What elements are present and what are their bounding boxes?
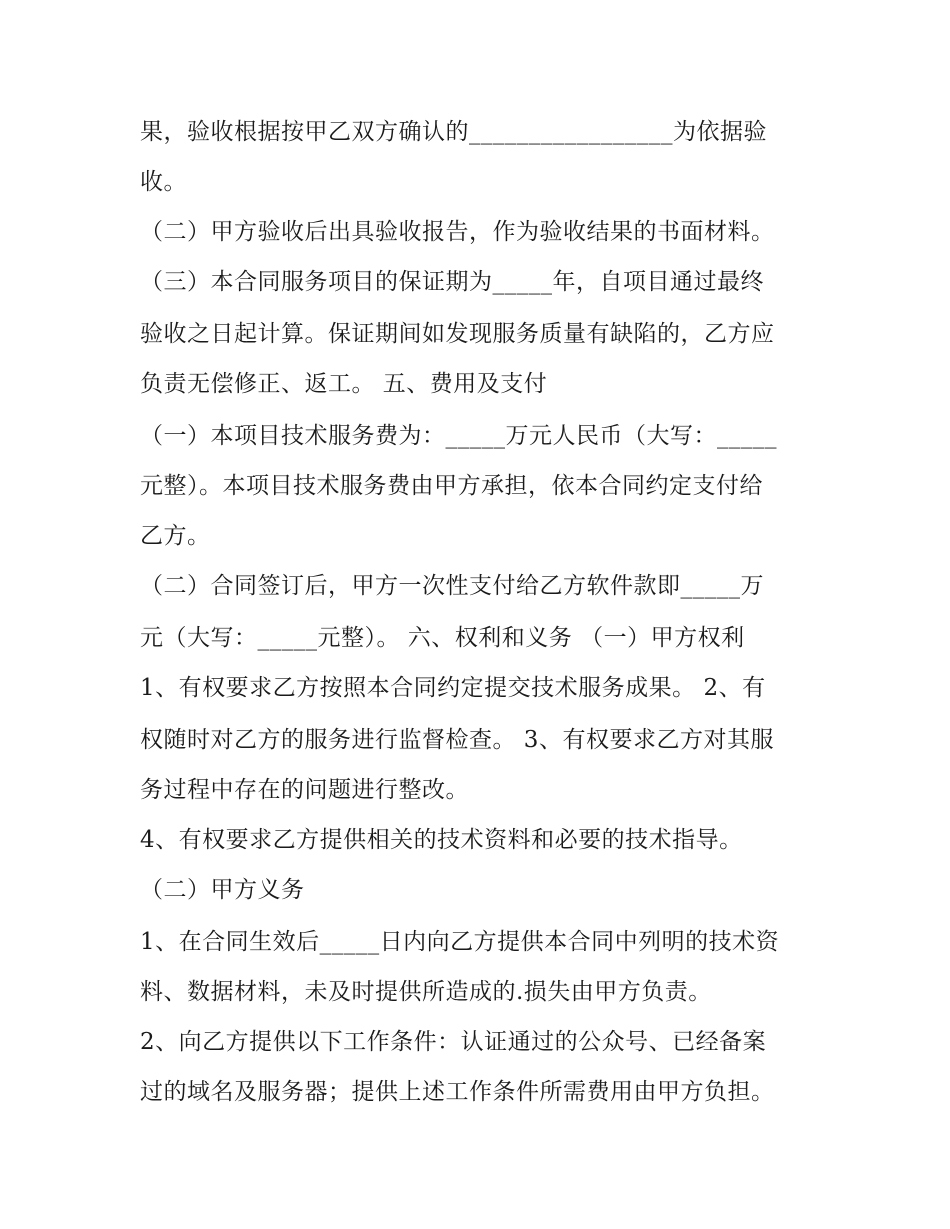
text-line: 2、向乙方提供以下工作条件：认证通过的公众号、已经备案 [140,1029,767,1055]
text-line: 元（大写：_____元整）。 六、权利和义务 （一）甲方权利 [140,625,745,651]
text-line: 1、在合同生效后_____日内向乙方提供本合同中列明的技术资 [140,929,780,955]
text-line: 乙方。 [140,523,211,549]
text-line: 验收之日起计算。保证期间如发现服务质量有缺陷的，乙方应 [140,321,775,347]
text-line: （二）甲方义务 [140,877,305,903]
text-line: （一）本项目技术服务费为：_____万元人民币（大写：_____ [140,423,777,449]
text-line: 收。 [140,169,187,195]
text-line: 4、有权要求乙方提供相关的技术资料和必要的技术指导。 [140,827,743,853]
text-line: 负责无偿修正、返工。 五、费用及支付 [140,371,548,397]
text-line: 过的域名及服务器；提供上述工作条件所需费用由甲方负担。 [140,1079,775,1105]
text-line: 料、数据材料，未及时提供所造成的.损失由甲方负责。 [140,979,712,1005]
text-line: 元整）。本项目技术服务费由甲方承担，依本合同约定支付给 [140,473,763,499]
text-line: 果，验收根据按甲乙双方确认的_________________为依据验 [140,119,767,145]
text-line: （三）本合同服务项目的保证期为_____年，自项目通过最终 [140,269,764,295]
text-line: （二）甲方验收后出具验收报告，作为验收结果的书面材料。 [140,219,775,245]
text-line: （二）合同签订后，甲方一次性支付给乙方软件款即_____万 [140,573,764,599]
text-line: 1、有权要求乙方按照本合同约定提交技术服务成果。 2、有 [140,675,766,701]
text-line: 务过程中存在的问题进行整改。 [140,777,469,803]
text-line: 权随时对乙方的服务进行监督检查。 3、有权要求乙方对其服 [140,727,774,753]
